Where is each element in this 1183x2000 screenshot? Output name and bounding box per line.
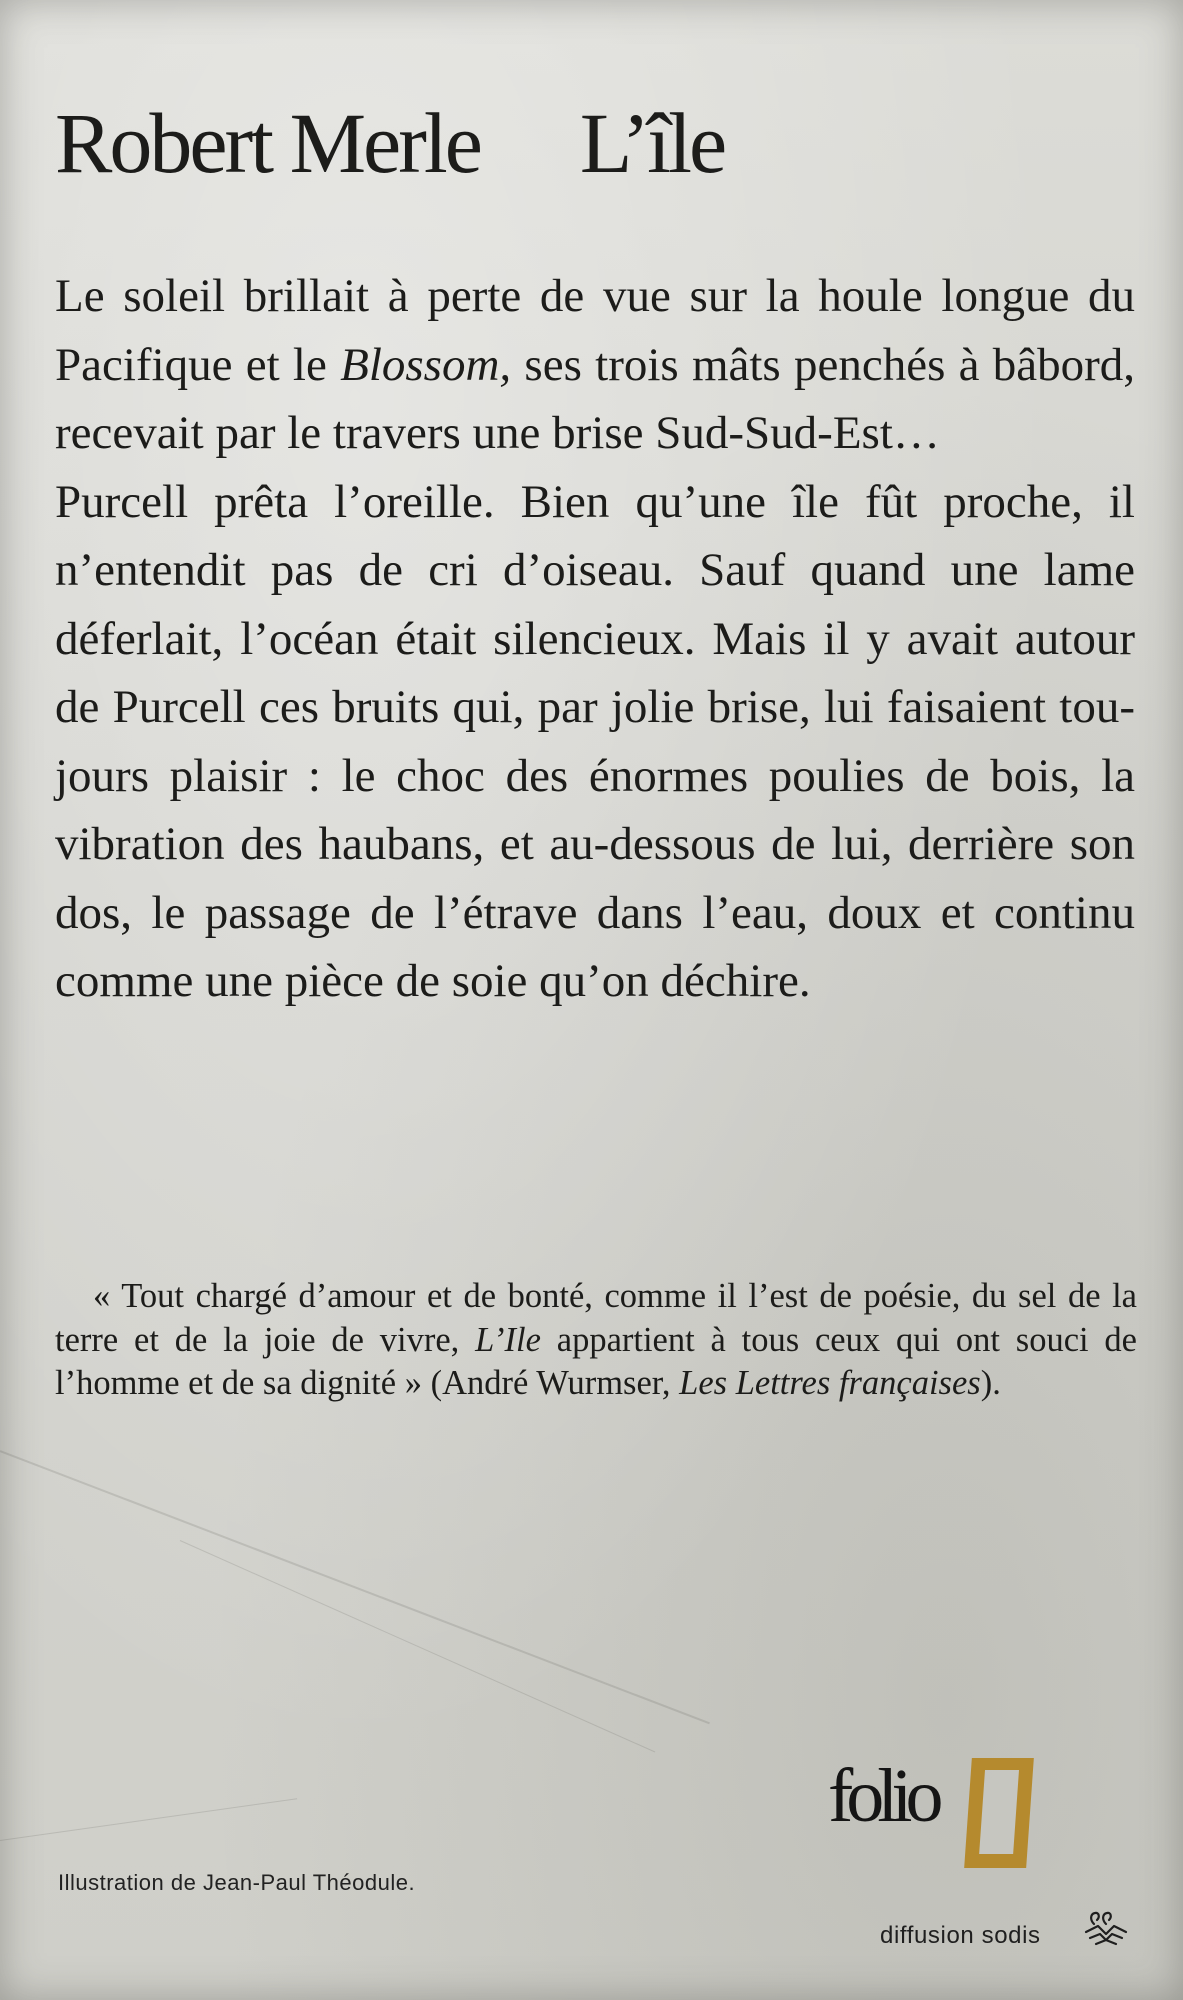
quote-part2: appartient à tous ceux qui ont souci de l’homme et de sa dignité » (André Wurmser, <box>55 1320 1137 1402</box>
quote-work-title: L’Ile <box>475 1320 541 1359</box>
paper-crease <box>0 1450 710 1724</box>
author-name: Robert Merle <box>55 95 480 191</box>
press-quote <box>55 1275 1137 1406</box>
paper-crease <box>180 1540 655 1752</box>
paper-crease <box>0 1798 297 1841</box>
blurb-text <box>55 262 1135 1016</box>
blurb-p1-part1: Le soleil brillait à perte de vue sur la houle longue du Pacifique et le <box>55 270 1135 391</box>
quote-part3: ). <box>980 1364 1001 1402</box>
folio-frame-icon <box>964 1758 1034 1868</box>
quote-source: Les Lettres françaises <box>679 1364 981 1402</box>
illustration-credit: Illustration de Jean-Paul Théodule. <box>58 1870 416 1895</box>
folio-wordmark: folio <box>828 1754 937 1838</box>
blurb-paragraph-2: Purcell prêta l’oreille. Bien qu’une île fût proche, il n’entendit pas de cri d’oiseau. Sauf quand une lame déferlait, l’océan était silencieux. Mais il y avait autour de Purcell ces bruits qui, par jolie brise, lui faisaient toujours plaisir : le choc des énormes poulies de bois, la vibration des haubans, et au-dessous de lui, derrière son dos, le passage de l’étrave dans l’eau, doux et continu comme une pièce de soie qu’on déchire. <box>55 475 1135 1007</box>
quote-part1: « Tout chargé d’amour et de bonté, comme il l’est de poésie, du sel de la terre et de la joie de vivre, <box>55 1277 1137 1359</box>
book-title: L’île <box>579 95 725 191</box>
ship-name: Blossom, <box>340 338 512 391</box>
blurb-p1-part2: ses trois mâts penchés à bâbord, recevait par le travers une brise Sud-Sud-Est… <box>55 338 1136 459</box>
cover-header <box>55 95 725 191</box>
sodis-emblem-icon <box>1080 1908 1132 1948</box>
folio-logo <box>828 1754 1088 1908</box>
distribution-label: diffusion sodis <box>880 1922 1041 1949</box>
blurb-paragraph-1 <box>55 262 1135 468</box>
